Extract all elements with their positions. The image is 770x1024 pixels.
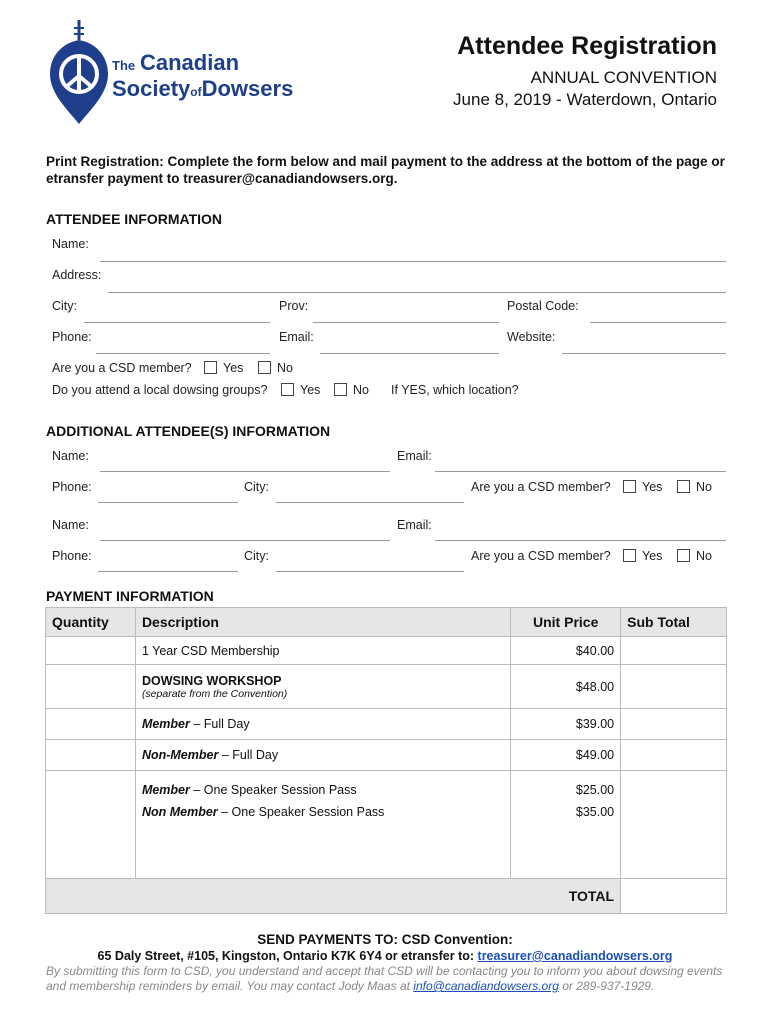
groups-no-option[interactable]: No xyxy=(334,383,369,397)
logo-text-the: The xyxy=(112,58,136,73)
total-cell[interactable] xyxy=(621,879,727,914)
session-pass-member: Member – One Speaker Session Pass xyxy=(141,783,357,797)
table-row xyxy=(46,637,727,665)
price-cell: $49.00 xyxy=(511,740,621,771)
postal-code-field[interactable] xyxy=(590,322,726,323)
quantity-cell[interactable] xyxy=(46,771,136,879)
address-label: Address: xyxy=(52,268,102,282)
quantity-cell[interactable] xyxy=(46,665,136,709)
additional-member-yes-2[interactable]: Yes xyxy=(623,549,662,563)
attendee-section-heading: ATTENDEE INFORMATION xyxy=(46,211,223,227)
prov-field[interactable] xyxy=(313,322,499,323)
additional-member-yes-1[interactable]: Yes xyxy=(623,480,662,494)
additional-name-label: Name: xyxy=(52,518,89,532)
subtotal-cell[interactable] xyxy=(621,709,727,740)
workshop-note: (separate from the Convention) xyxy=(141,687,288,700)
price-cell: $25.00 $35.00 xyxy=(511,771,621,879)
treasurer-email-link[interactable]: treasurer@canadiandowsers.org xyxy=(477,949,673,963)
subtotal-cell[interactable] xyxy=(621,771,727,879)
additional-member-question: Are you a CSD member? xyxy=(471,480,611,494)
csd-member-question: Are you a CSD member? xyxy=(52,361,192,375)
payment-header-row xyxy=(46,608,727,637)
member-yes-option[interactable]: Yes xyxy=(204,361,243,375)
additional-member-question: Are you a CSD member? xyxy=(471,549,611,563)
additional-name-field-1[interactable] xyxy=(100,471,390,472)
table-row xyxy=(46,740,727,771)
description-cell xyxy=(135,771,510,879)
additional-email-label: Email: xyxy=(397,449,432,463)
subtotal-cell[interactable] xyxy=(621,740,727,771)
payment-table xyxy=(45,607,727,914)
email-field[interactable] xyxy=(320,353,499,354)
csd-logo-icon xyxy=(48,18,110,128)
member-no-option[interactable]: No xyxy=(258,361,293,375)
website-label: Website: xyxy=(507,330,556,344)
additional-member-no-1[interactable]: No xyxy=(677,480,712,494)
total-label: TOTAL xyxy=(46,879,621,914)
page-title: Attendee Registration xyxy=(457,32,717,60)
phone-label: Phone: xyxy=(52,330,92,344)
logo-text-canadian: Canadian xyxy=(140,50,240,75)
description-cell: Non-Member – Full Day xyxy=(135,740,510,771)
additional-city-label: City: xyxy=(244,549,269,563)
send-payments-heading: SEND PAYMENTS TO: CSD Convention: xyxy=(257,932,513,947)
column-header: Quantity xyxy=(46,608,136,637)
which-location-label: If YES, which location? xyxy=(391,383,519,397)
quantity-cell[interactable] xyxy=(46,740,136,771)
additional-email-field-2[interactable] xyxy=(435,540,726,541)
groups-no-checkbox[interactable] xyxy=(334,383,347,396)
column-header: Description xyxy=(135,608,510,637)
additional-name-field-2[interactable] xyxy=(100,540,390,541)
additional-city-label: City: xyxy=(244,480,269,494)
checkbox-icon[interactable] xyxy=(677,549,690,562)
additional-section-heading: ADDITIONAL ATTENDEE(S) INFORMATION xyxy=(46,423,331,439)
quantity-cell[interactable] xyxy=(46,637,136,665)
city-label: City: xyxy=(52,299,77,313)
subtotal-cell[interactable] xyxy=(621,665,727,709)
additional-city-field-2[interactable] xyxy=(276,571,464,572)
table-row xyxy=(46,771,727,879)
groups-yes-option[interactable]: Yes xyxy=(281,383,320,397)
workshop-title: DOWSING WORKSHOP xyxy=(141,673,282,688)
prov-label: Prov: xyxy=(279,299,309,313)
checkbox-icon[interactable] xyxy=(623,549,636,562)
phone-field[interactable] xyxy=(96,353,270,354)
price-cell: $40.00 xyxy=(511,637,621,665)
member-no-checkbox[interactable] xyxy=(258,361,271,374)
description-cell: Member – Full Day xyxy=(135,709,510,740)
additional-phone-label: Phone: xyxy=(52,549,92,563)
additional-phone-field-2[interactable] xyxy=(98,571,238,572)
table-row xyxy=(46,709,727,740)
price-cell: $48.00 xyxy=(511,665,621,709)
price-cell: $39.00 xyxy=(511,709,621,740)
groups-yes-checkbox[interactable] xyxy=(281,383,294,396)
logo-text-society: SocietyofDowsers xyxy=(112,76,294,101)
dowsing-groups-question: Do you attend a local dowsing groups? xyxy=(52,383,268,397)
additional-name-label: Name: xyxy=(52,449,89,463)
table-row xyxy=(46,665,727,709)
address-field[interactable] xyxy=(108,292,726,293)
additional-member-no-2[interactable]: No xyxy=(677,549,712,563)
quantity-cell[interactable] xyxy=(46,709,136,740)
consent-notice: By submitting this form to CSD, you understand and accept that CSD will be contacting you to inform you about dowsing events and membership reminders by email. You may contact Jody Maas at info@canadiandowsers.org or 289-937-1929. xyxy=(46,964,723,993)
additional-email-field-1[interactable] xyxy=(435,471,726,472)
column-header: Sub Total xyxy=(621,608,727,637)
checkbox-icon[interactable] xyxy=(623,480,636,493)
page-subtitle: ANNUAL CONVENTION xyxy=(530,68,717,87)
info-email-link[interactable]: info@canadiandowsers.org xyxy=(413,979,559,993)
name-field[interactable] xyxy=(100,261,726,262)
payment-section-heading: PAYMENT INFORMATION xyxy=(46,588,214,604)
postal-code-label: Postal Code: xyxy=(507,299,579,313)
mailing-address: 65 Daly Street, #105, Kingston, Ontario K7K 6Y4 or etransfer to: treasurer@canadiandowsers.org xyxy=(97,949,673,963)
checkbox-icon[interactable] xyxy=(677,480,690,493)
intro-instructions: Print Registration: Complete the form below and mail payment to the address at the bottom of the page or etransfer payment to treasurer@canadiandowsers.org. xyxy=(46,154,725,186)
additional-email-label: Email: xyxy=(397,518,432,532)
city-field[interactable] xyxy=(84,322,270,323)
column-header: Unit Price xyxy=(511,608,621,637)
event-date-location: June 8, 2019 - Waterdown, Ontario xyxy=(453,90,717,109)
additional-city-field-1[interactable] xyxy=(276,502,464,503)
additional-phone-field-1[interactable] xyxy=(98,502,238,503)
total-row xyxy=(46,879,727,914)
email-label: Email: xyxy=(279,330,314,344)
name-label: Name: xyxy=(52,237,89,251)
session-pass-nonmember: Non Member – One Speaker Session Pass xyxy=(141,805,385,819)
member-yes-checkbox[interactable] xyxy=(204,361,217,374)
description-cell xyxy=(135,665,510,709)
description-cell: 1 Year CSD Membership xyxy=(135,637,510,665)
additional-phone-label: Phone: xyxy=(52,480,92,494)
website-field[interactable] xyxy=(562,353,726,354)
subtotal-cell[interactable] xyxy=(621,637,727,665)
